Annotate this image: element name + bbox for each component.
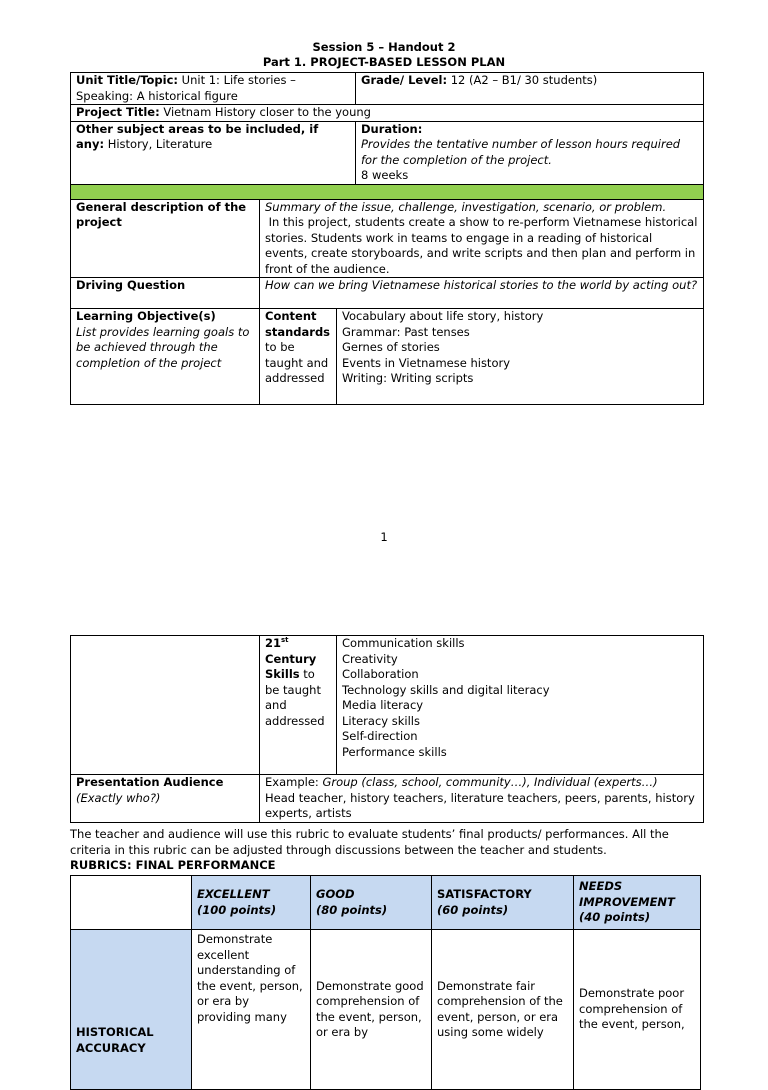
rubric-table: [70, 875, 701, 1090]
driving-label-cell: [71, 278, 260, 309]
general-text: In this project, students create a show to re-perform Vietnamese historical stories. Students work in teams to engage in a reading of historical events, create storyboards, and write scripts and then plan and perform in front of the audience.: [265, 215, 698, 276]
audience-row: [71, 775, 704, 823]
rubric-row-label-cell: [71, 930, 192, 1090]
content-standards-label-cell: [260, 309, 337, 405]
rubric-header-blank: [71, 876, 192, 930]
audience-value-cell: [260, 775, 704, 823]
page-number: 1: [380, 530, 388, 544]
objectives-label: Learning Objective(s): [76, 309, 216, 323]
green-divider-row: [71, 184, 704, 199]
audience-label: Presentation Audience: [76, 775, 224, 789]
skill-item: Creativity: [342, 651, 398, 666]
unit-label: Unit Title/Topic:: [76, 73, 179, 87]
objectives-desc: List provides learning goals to be achieved through the completion of the project: [76, 324, 250, 370]
general-label: General description of the project: [76, 199, 247, 229]
general-description-row: [71, 199, 704, 278]
rubric-cell-needs-improvement: Demonstrate poor comprehension of the event, person,: [574, 930, 701, 1090]
skills-empty-cell: [71, 636, 260, 775]
general-summary: Summary of the issue, challenge, investigation, scenario, or problem.: [265, 199, 667, 214]
audience-example-label: Example:: [265, 775, 319, 789]
skills-list: [337, 636, 704, 775]
skills-label-bold: Century Skills: [265, 651, 317, 681]
other-value: History, Literature: [107, 137, 213, 151]
content-item: Events in Vietnamese history: [342, 355, 511, 370]
audience-example: Group (class, school, community…), Individual (experts…): [322, 775, 658, 789]
content-item: Vocabulary about life story, history: [342, 309, 544, 323]
driving-value: How can we bring Vietnamese historical stories to the world by acting out?: [265, 278, 698, 292]
rubric-row-historical-accuracy: [71, 930, 701, 1090]
duration-value: 8 weeks: [361, 168, 409, 182]
other-label-1: Other subject areas to be included, if: [76, 121, 319, 136]
lesson-plan-table-continued: [70, 635, 704, 823]
rubric-header-good: [311, 876, 432, 930]
header-points: (40 points): [579, 910, 651, 925]
other-subjects-cell: [71, 121, 356, 184]
grade-value: 12 (A2 – B1/ 30 students): [450, 73, 598, 87]
green-divider: [71, 184, 704, 199]
skill-item: Communication skills: [342, 636, 465, 650]
rubric-header-excellent: [192, 876, 311, 930]
objectives-row: [71, 309, 704, 405]
skills-label-cell: [260, 636, 337, 775]
audience-value: Head teacher, history teachers, literature teachers, peers, parents, history experts, artists: [265, 790, 695, 820]
duration-cell: [356, 121, 704, 184]
rubric-row-label: HISTORICAL ACCURACY: [76, 1025, 154, 1055]
unit-row: [71, 73, 704, 105]
general-label-cell: [71, 199, 260, 278]
session-title: Session 5 – Handout 2: [312, 40, 456, 54]
project-cell: [71, 105, 704, 122]
objectives-label-cell: [71, 309, 260, 405]
other-subjects-row: [71, 121, 704, 184]
skills-label-num: 21: [265, 636, 282, 650]
skill-item: Performance skills: [342, 744, 447, 759]
skill-item: Collaboration: [342, 667, 419, 681]
project-label: Project Title:: [76, 105, 160, 119]
header-points: (80 points): [316, 902, 388, 917]
rubric-cell-excellent: Demonstrate excellent understanding of the event, person, or era by providing many: [192, 930, 311, 1090]
header-points: (100 points): [197, 902, 277, 917]
duration-label: Duration:: [361, 121, 423, 136]
audience-label-cell: [71, 775, 260, 823]
rubric-header-needs-improvement: [574, 876, 701, 930]
driving-value-cell: [260, 278, 704, 309]
content-label-bold: Content standards: [265, 309, 331, 339]
content-item: Gernes of stories: [342, 340, 440, 354]
part-title: Part 1. PROJECT-BASED LESSON PLAN: [262, 55, 506, 69]
header-points: (60 points): [437, 902, 509, 917]
header-name: NEEDS IMPROVEMENT: [579, 879, 675, 909]
rubric-header-satisfactory: [432, 876, 574, 930]
header-name: EXCELLENT: [197, 887, 270, 901]
skill-item: Literacy skills: [342, 713, 420, 728]
project-value: Vietnam History closer to the young: [163, 105, 371, 119]
lesson-plan-table: [70, 72, 704, 405]
general-text-cell: [260, 199, 704, 278]
skill-item: Media literacy: [342, 698, 424, 712]
skill-item: Self-direction: [342, 729, 418, 743]
duration-desc: Provides the tentative number of lesson hours required for the completion of the project.: [361, 137, 681, 167]
skills-row: [71, 636, 704, 775]
grade-label: Grade/ Level:: [361, 73, 448, 87]
unit-cell: [71, 73, 356, 105]
content-item: Grammar: Past tenses: [342, 324, 470, 339]
rubric-cell-satisfactory: Demonstrate fair comprehension of the event, person, or era using some widely: [432, 930, 574, 1090]
content-standards-list: [337, 309, 704, 405]
rubric-title: RUBRICS: FINAL PERFORMANCE: [70, 858, 276, 872]
skill-item: Technology skills and digital literacy: [342, 682, 550, 697]
rubric-header-row: [71, 876, 701, 930]
audience-sub: (Exactly who?): [76, 790, 161, 805]
project-row: [71, 105, 704, 122]
unit-value-2: Speaking: A historical figure: [76, 88, 238, 103]
skills-label-rest: to be taught and addressed: [265, 667, 325, 728]
content-label-rest: to be taught and addressed: [265, 340, 329, 385]
skills-label-sup: st: [281, 636, 289, 645]
rubric-intro: The teacher and audience will use this rubric to evaluate students’ final products/ performances. All the criteria in this rubric can be adjusted through discussions between the teacher and students.: [70, 827, 669, 857]
header-name: SATISFACTORY: [437, 887, 532, 901]
grade-cell: [356, 73, 704, 105]
driving-label: Driving Question: [76, 278, 186, 292]
content-item: Writing: Writing scripts: [342, 371, 474, 385]
driving-question-row: [71, 278, 704, 309]
header-name: GOOD: [316, 887, 355, 901]
other-label-2: any:: [76, 137, 105, 151]
unit-value-1: Unit 1: Life stories –: [181, 73, 296, 87]
rubric-cell-good: Demonstrate good comprehension of the event, person, or era by: [311, 930, 432, 1090]
